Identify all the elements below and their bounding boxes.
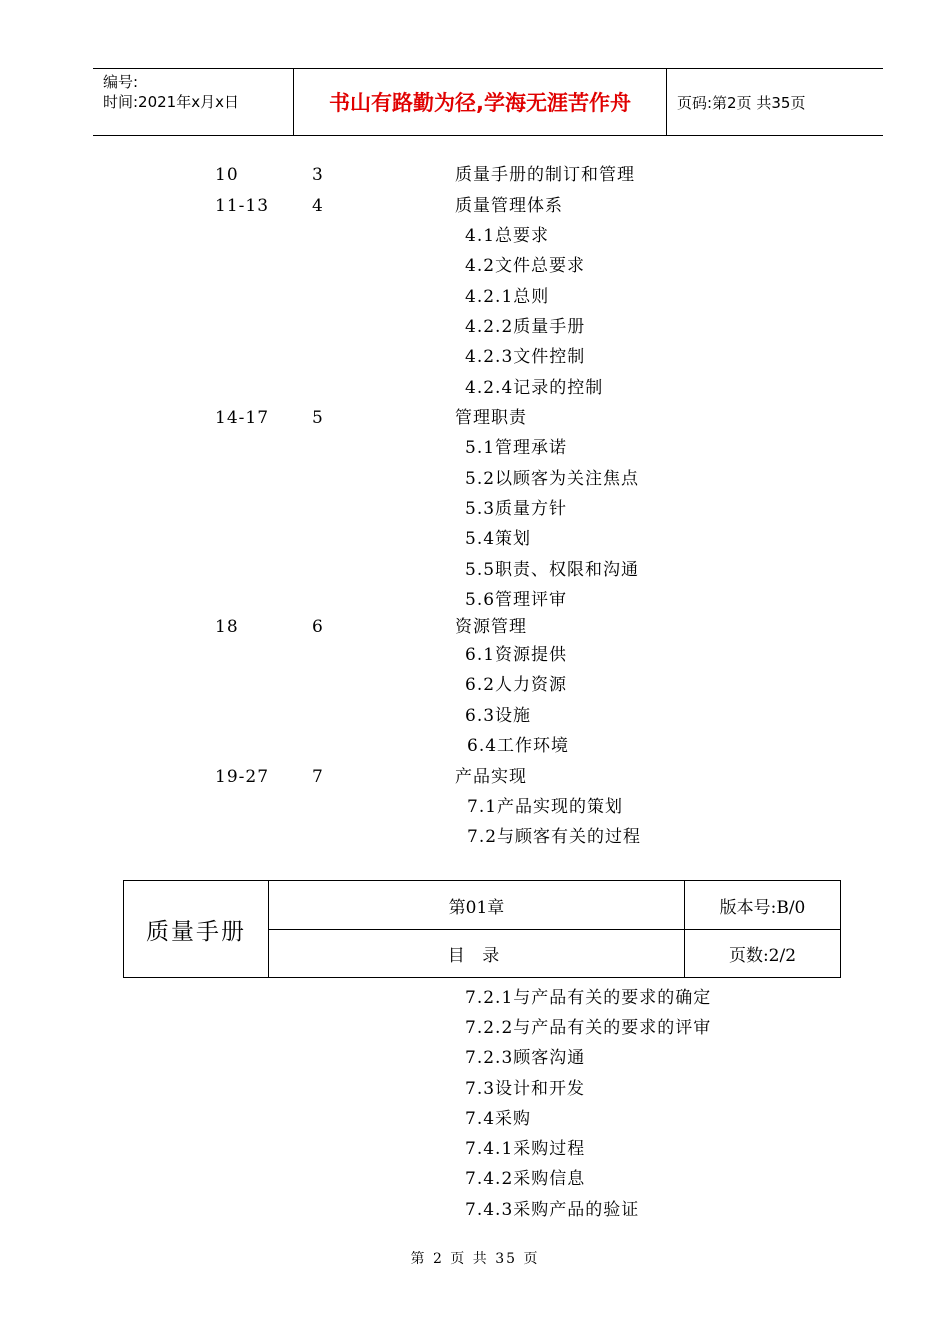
toc-subitem: 6.3设施 bbox=[465, 706, 532, 726]
toc-subitem: 4.2.3文件控制 bbox=[465, 347, 586, 367]
toc-subitem: 7.2.3顾客沟通 bbox=[465, 1048, 586, 1068]
manual-section: 目 录 bbox=[269, 930, 685, 977]
toc-page: 10 bbox=[215, 165, 239, 185]
manual-name: 质量手册 bbox=[124, 881, 269, 977]
toc-subitem: 4.2文件总要求 bbox=[465, 256, 586, 276]
toc-page: 19-27 bbox=[215, 767, 270, 787]
toc-subitem: 4.2.4记录的控制 bbox=[465, 378, 604, 398]
header-slogan: 书山有路勤为径,学海无涯苦作舟 bbox=[294, 69, 667, 135]
toc-page: 14-17 bbox=[215, 408, 270, 428]
toc-subitem: 5.6管理评审 bbox=[465, 590, 568, 610]
toc-subitem: 4.2.1总则 bbox=[465, 287, 550, 307]
document-header bbox=[93, 68, 883, 136]
toc-chapter: 6 bbox=[312, 617, 324, 637]
manual-header-table bbox=[123, 880, 841, 978]
toc-title: 质量手册的制订和管理 bbox=[455, 165, 635, 185]
toc-subitem: 7.4采购 bbox=[465, 1109, 532, 1129]
toc-subitem: 5.1管理承诺 bbox=[465, 438, 568, 458]
toc-subitem: 7.2.2与产品有关的要求的评审 bbox=[465, 1018, 712, 1038]
toc-subitem: 6.4工作环境 bbox=[467, 736, 570, 756]
header-page-code: 页码:第2页 共35页 bbox=[677, 93, 806, 112]
toc-subitem: 6.1资源提供 bbox=[465, 645, 568, 665]
toc-subitem: 4.2.2质量手册 bbox=[465, 317, 586, 337]
toc-chapter: 4 bbox=[312, 196, 324, 216]
toc-subitem: 7.2与顾客有关的过程 bbox=[467, 827, 642, 847]
number-label: 编号: bbox=[103, 73, 139, 91]
toc-page: 11-13 bbox=[215, 196, 270, 216]
toc-title: 管理职责 bbox=[455, 408, 527, 428]
toc-subitem: 7.1产品实现的策划 bbox=[467, 797, 624, 817]
toc-chapter: 3 bbox=[312, 165, 324, 185]
page-footer: 第 2 页 共 35 页 bbox=[410, 1251, 540, 1267]
manual-chapter: 第01章 bbox=[269, 881, 685, 930]
toc-subitem: 5.5职责、权限和沟通 bbox=[465, 560, 640, 580]
toc-page: 18 bbox=[215, 617, 239, 637]
toc-title: 质量管理体系 bbox=[455, 196, 563, 216]
toc-subitem: 5.2以顾客为关注焦点 bbox=[465, 469, 640, 489]
time-label: 时间:2021年x月x日 bbox=[103, 93, 239, 111]
toc-subitem: 7.3设计和开发 bbox=[465, 1079, 586, 1099]
toc-chapter: 7 bbox=[312, 767, 324, 787]
toc-subitem: 5.4策划 bbox=[465, 529, 532, 549]
manual-pages: 页数:2/2 bbox=[728, 946, 797, 966]
toc-subitem: 7.4.1采购过程 bbox=[465, 1139, 586, 1159]
toc-title: 产品实现 bbox=[455, 767, 527, 787]
toc-subitem: 7.2.1与产品有关的要求的确定 bbox=[465, 988, 712, 1008]
manual-version: 版本号:B/0 bbox=[685, 881, 840, 930]
toc-subitem: 7.4.2采购信息 bbox=[465, 1169, 586, 1189]
toc-subitem: 7.4.3采购产品的验证 bbox=[465, 1200, 640, 1220]
toc-subitem: 6.2人力资源 bbox=[465, 675, 568, 695]
toc-chapter: 5 bbox=[312, 408, 324, 428]
header-meta bbox=[93, 69, 294, 135]
toc-title: 资源管理 bbox=[455, 617, 527, 637]
toc-subitem: 5.3质量方针 bbox=[465, 499, 568, 519]
toc-subitem: 4.1总要求 bbox=[465, 226, 550, 246]
